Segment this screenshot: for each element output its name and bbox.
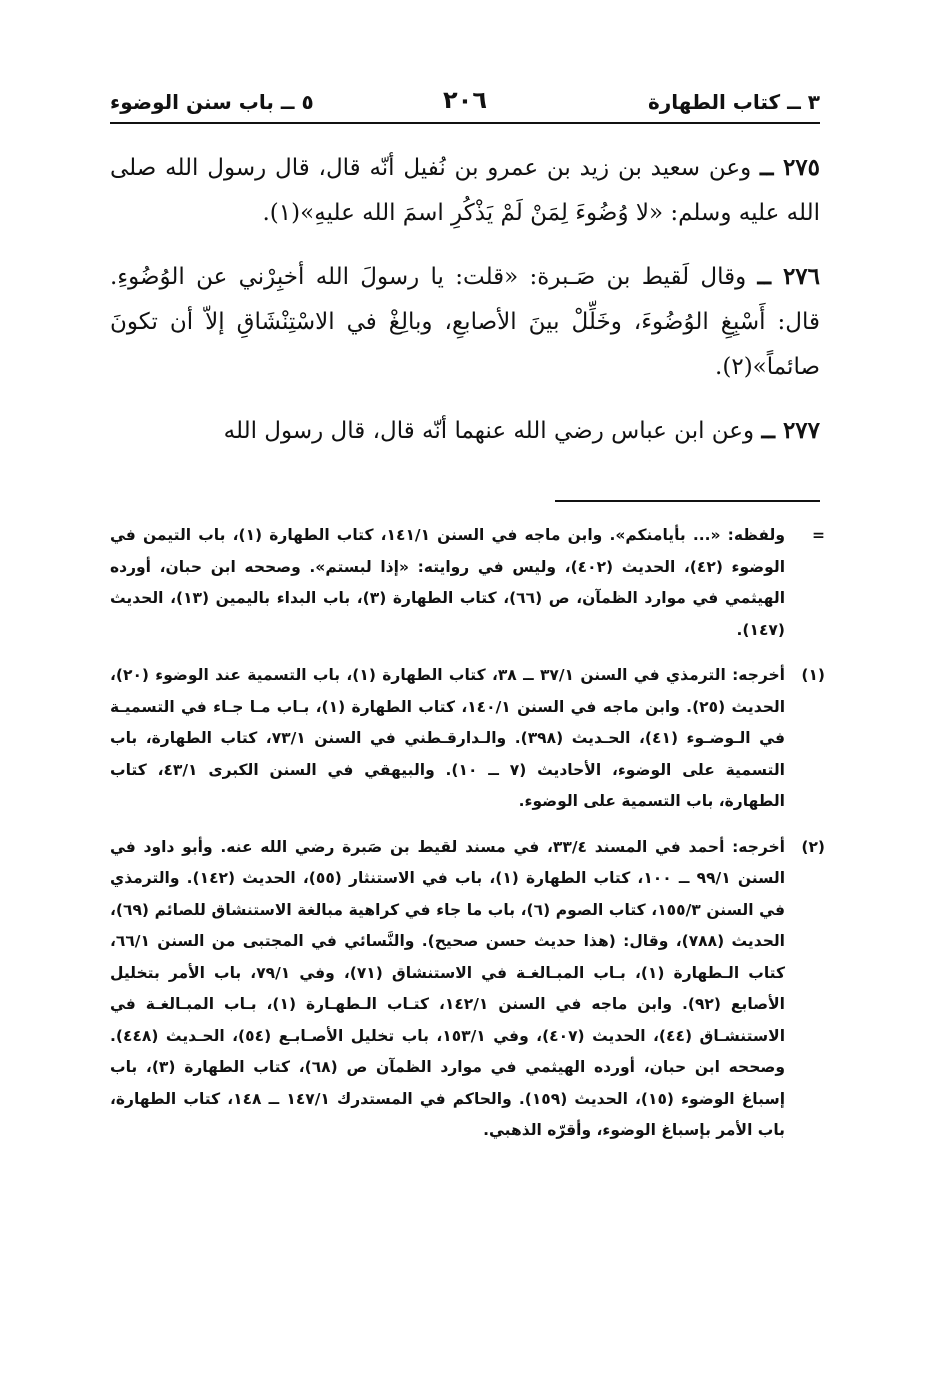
footnote-2 bbox=[110, 832, 825, 1147]
running-header bbox=[110, 88, 820, 124]
hadith-text: وقال لَقيط بن صَـبرة: «قلت: يا رسولَ الله أخبِرْني عن الوُضُوءِ. قال: أَسْبِغِ الوُضُوءَ، وخَلِّلْ بينَ الأصابعِ، وبالِغْ في الاسْتِنْشَاقِ إلاّ أن تكونَ صائماً»(٢). bbox=[110, 264, 820, 380]
footnote-mark: (٢) bbox=[801, 837, 825, 856]
footnotes bbox=[110, 520, 825, 1161]
hadith-number: ٢٧٥ ــ bbox=[759, 154, 820, 181]
footnote-text: أخرجه: أحمد في المسند ٣٣/٤، في مسند لقيط بن صَبرة رضي الله عنه. وأبو داود في السنن ٩٩/١ ــ ١٠٠، كتاب الطهارة (١)، باب في الاستنثار (٥٥)، الحديث (١٤٢). والترمذي في السنن ١٥٥/٣، كتاب الصوم (٦)، باب ما جاء في كراهية مبالغة الاستنشاق للصائم (٦٩)، الحديث (٧٨٨)، وقال: (هذا حديث حسن صحيح). والنَّسائي في المجتبى من السنن ٦٦/١، كتاب الـطهارة (١)، بـاب المبـالغـة في الاستنشاق (٧١)، وفي ٧٩/١، باب الأمر بتخليل الأصابع (٩٢). وابن ماجه في السنن ١٤٢/١، كتـاب الـطهـارة (١)، بـاب المبـالغـة في الاستنشـاق (٤٤)، الحديث (٤٠٧)، وفي ١٥٣/١، باب تخليل الأصـابـع (٥٤)، الحـديث (٤٤٨). وصححه ابن حبان، أورده الهيثمي في موارد الظمآن ص (٦٨)، كتاب الطهارة (٣)، باب إسباغ الوضوء (١٥)، الحديث (١٥٩). والحاكم في المستدرك ١٤٧/١ ــ ١٤٨، كتاب الطهارة، باب الأمر بإسباغ الوضوء، وأقرّه الذهبي. bbox=[110, 837, 786, 1139]
page-number: ٢٠٦ bbox=[443, 86, 487, 114]
main-text bbox=[110, 145, 820, 472]
hadith-276 bbox=[110, 254, 820, 390]
footnote-separator bbox=[555, 500, 820, 502]
hadith-text: وعن ابن عباس رضي الله عنهما أنّه قال، قال رسول الله bbox=[223, 418, 755, 444]
hadith-number: ٢٧٦ ــ bbox=[757, 263, 820, 290]
hadith-277 bbox=[110, 408, 820, 454]
footnote-1 bbox=[110, 660, 825, 818]
footnote-text: أخرجه: الترمذي في السنن ٣٧/١ ــ ٣٨، كتاب الطهارة (١)، باب التسمية عند الوضوء (٢٠)، الحديث (٢٥). وابن ماجه في السنن ١٤٠/١، كتاب الطهارة (١)، بـاب مـا جـاء في التسميـة في الـوضـوء (٤١)، الحـديث (٣٩٨). والـدارقـطني في السنن ٧٣/١، كتاب الطهارة، باب التسمية على الوضوء، الأحاديث (٧ ــ ١٠). والبيهقي في السنن الكبرى ٤٣/١، كتاب الطهارة، باب التسمية على الوضوء. bbox=[110, 666, 786, 810]
hadith-number: ٢٧٧ ــ bbox=[761, 417, 820, 444]
footnote-mark: = bbox=[812, 526, 825, 544]
section-title: ٥ ــ باب سنن الوضوء bbox=[110, 90, 314, 114]
footnote-text: ولفظه: «... بأيامنكم». وابن ماجه في السنن ١٤١/١، كتاب الطهارة (١)، باب التيمن في الوضوء (٤٢)، الحديث (٤٠٢)، وليس في روايته: «إذا لبستم». وصححه ابن حبان، أورده الهيثمي في موارد الظمآن، ص (٦٦)، كتاب الطهارة (٣)، باب البداء باليمين (١٣)، الحديث (١٤٧). bbox=[110, 526, 786, 639]
footnote-mark: (١) bbox=[801, 666, 825, 684]
hadith-275 bbox=[110, 145, 820, 236]
footnote-continuation bbox=[110, 520, 825, 646]
hadith-text: وعن سعيد بن زيد بن عمرو بن نُفيل أنّه قال، قال رسول الله صلى الله عليه وسلم: «لا وُضُوءَ لِمَنْ لَمْ يَذْكُرِ اسمَ الله عليهِ»(١). bbox=[110, 155, 820, 226]
chapter-title: ٣ ــ كتاب الطهارة bbox=[647, 90, 820, 114]
